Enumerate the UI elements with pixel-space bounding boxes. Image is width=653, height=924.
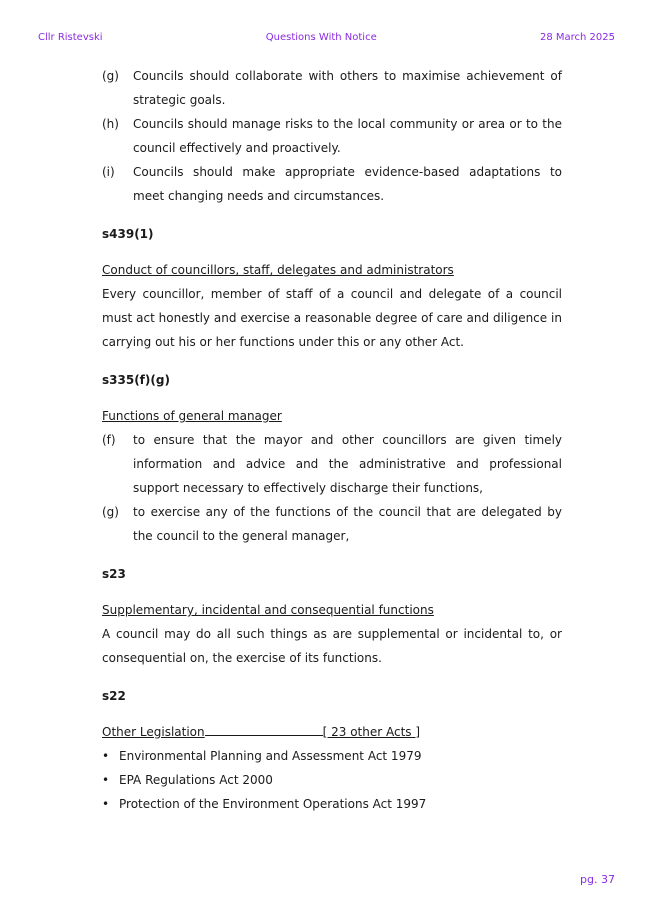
header-date: 28 March 2025 xyxy=(539,32,615,43)
list-item-text: to exercise any of the functions of the council that are delegated by the council to the general manager, xyxy=(133,505,562,543)
other-legislation-row xyxy=(102,720,562,744)
list-item-label: (g) xyxy=(102,505,119,519)
section-subheading-s335: Functions of general manager xyxy=(102,409,282,423)
bullet-text: EPA Regulations Act 2000 xyxy=(119,773,273,787)
list-item-label: (i) xyxy=(102,165,115,179)
list-item-text: Councils should manage risks to the local community or area or to the council effectively and proactively. xyxy=(133,117,562,155)
section-body-s23: A council may do all such things as are supplemental or incidental to, or consequential on, the exercise of its functions. xyxy=(102,627,562,665)
bullet-text: Environmental Planning and Assessment Act 1979 xyxy=(119,749,422,763)
list-item-label: (g) xyxy=(102,69,119,83)
list-item-label: (h) xyxy=(102,117,119,131)
page-header xyxy=(38,32,615,43)
underline-rule xyxy=(205,735,323,736)
list-item xyxy=(102,112,562,160)
header-author: Cllr Ristevski xyxy=(38,32,103,43)
section-subheading-s439: Conduct of councillors, staff, delegates and administrators xyxy=(102,263,454,277)
page-number: pg. 37 xyxy=(580,873,615,886)
list-item-text: Councils should collaborate with others to maximise achievement of strategic goals. xyxy=(133,69,562,107)
list-item xyxy=(102,160,562,208)
list-item xyxy=(102,428,562,500)
bullet-icon: • xyxy=(102,773,110,787)
section-body-s439: Every councillor, member of staff of a council and delegate of a council must act honestly and exercise a reasonable degree of care and diligence in carrying out his or her functions under this or any other Act. xyxy=(102,287,562,349)
bullet-icon: • xyxy=(102,797,110,811)
section-subheading-s22: Other Legislation xyxy=(102,725,205,739)
section-subheading-s23: Supplementary, incidental and consequential functions xyxy=(102,603,434,617)
bullet-item xyxy=(102,792,562,816)
bullet-item xyxy=(102,744,562,768)
bullet-text: Protection of the Environment Operations Act 1997 xyxy=(119,797,427,811)
list-item xyxy=(102,64,562,112)
list-item-label: (f) xyxy=(102,433,116,447)
document-body xyxy=(102,64,562,816)
list-item xyxy=(102,500,562,548)
section-heading-s23: s23 xyxy=(102,567,126,581)
header-title: Questions With Notice xyxy=(265,32,377,43)
section-heading-s22: s22 xyxy=(102,689,126,703)
bullet-icon: • xyxy=(102,749,110,763)
list-item-text: Councils should make appropriate evidence-based adaptations to meet changing needs and circumstances. xyxy=(133,165,562,203)
section-heading-s335: s335(f)(g) xyxy=(102,373,170,387)
other-acts-note: [ 23 other Acts ] xyxy=(322,725,421,739)
list-item-text: to ensure that the mayor and other councillors are given timely information and advice and the administrative and professional support necessary to effectively discharge their functions, xyxy=(133,433,562,495)
section-heading-s439: s439(1) xyxy=(102,227,154,241)
bullet-item xyxy=(102,768,562,792)
